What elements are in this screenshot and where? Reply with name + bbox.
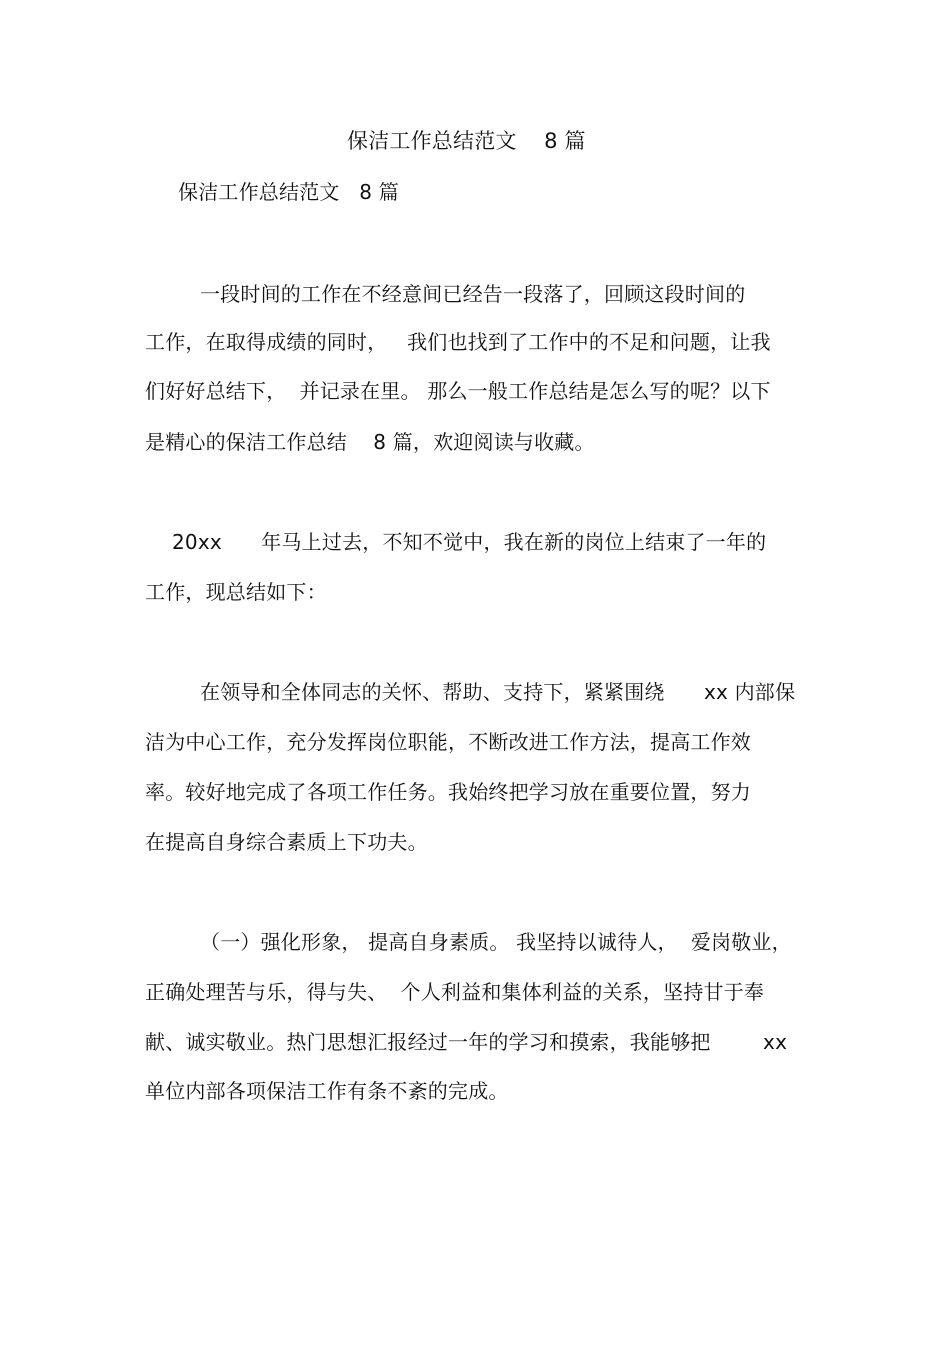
document-subtitle: 保洁工作总结范文 8 篇: [178, 180, 399, 204]
paragraph-line: 单位内部各项保洁工作有条不紊的完成。: [145, 1079, 509, 1103]
paragraph-line: 一段时间的工作在不经意间已经告一段落了，回顾这段时间的: [200, 282, 746, 306]
paragraph-line: 正确处理苦与乐，得与失、 个人利益和集体利益的关系，坚持甘于奉: [145, 980, 765, 1004]
paragraph-line: 率。较好地完成了各项工作任务。我始终把学习放在重要位置，努力: [145, 780, 751, 804]
paragraph-line: （一）强化形象， 提高自身素质。 我坚持以诚待人， 爱岗敬业，: [200, 930, 792, 954]
paragraph-line: 是精心的保洁工作总结 8 篇，欢迎阅读与收藏。: [145, 430, 595, 454]
paragraph-line: 20xx 年马上过去，不知不觉中，我在新的岗位上结束了一年的: [172, 530, 767, 554]
paragraph-line: 洁为中心工作，充分发挥岗位职能，不断改进工作方法，提高工作效: [145, 730, 751, 754]
paragraph-line: 工作，在取得成绩的同时， 我们也找到了工作中的不足和问题，让我: [145, 330, 771, 354]
paragraph-line: 们好好总结下， 并记录在里。 那么一般工作总结是怎么写的呢？以下: [145, 379, 771, 403]
paragraph-line: 献、诚实敬业。热门思想汇报经过一年的学习和摸索，我能够把 xx: [145, 1030, 788, 1054]
paragraph-line: 在领导和全体同志的关怀、帮助、支持下，紧紧围绕 xx 内部保: [200, 680, 796, 704]
document-title: 保洁工作总结范文 8 篇: [347, 129, 586, 153]
paragraph-line: 在提高自身综合素质上下功夫。: [145, 830, 428, 854]
paragraph-line: 工作，现总结如下：: [145, 580, 327, 604]
